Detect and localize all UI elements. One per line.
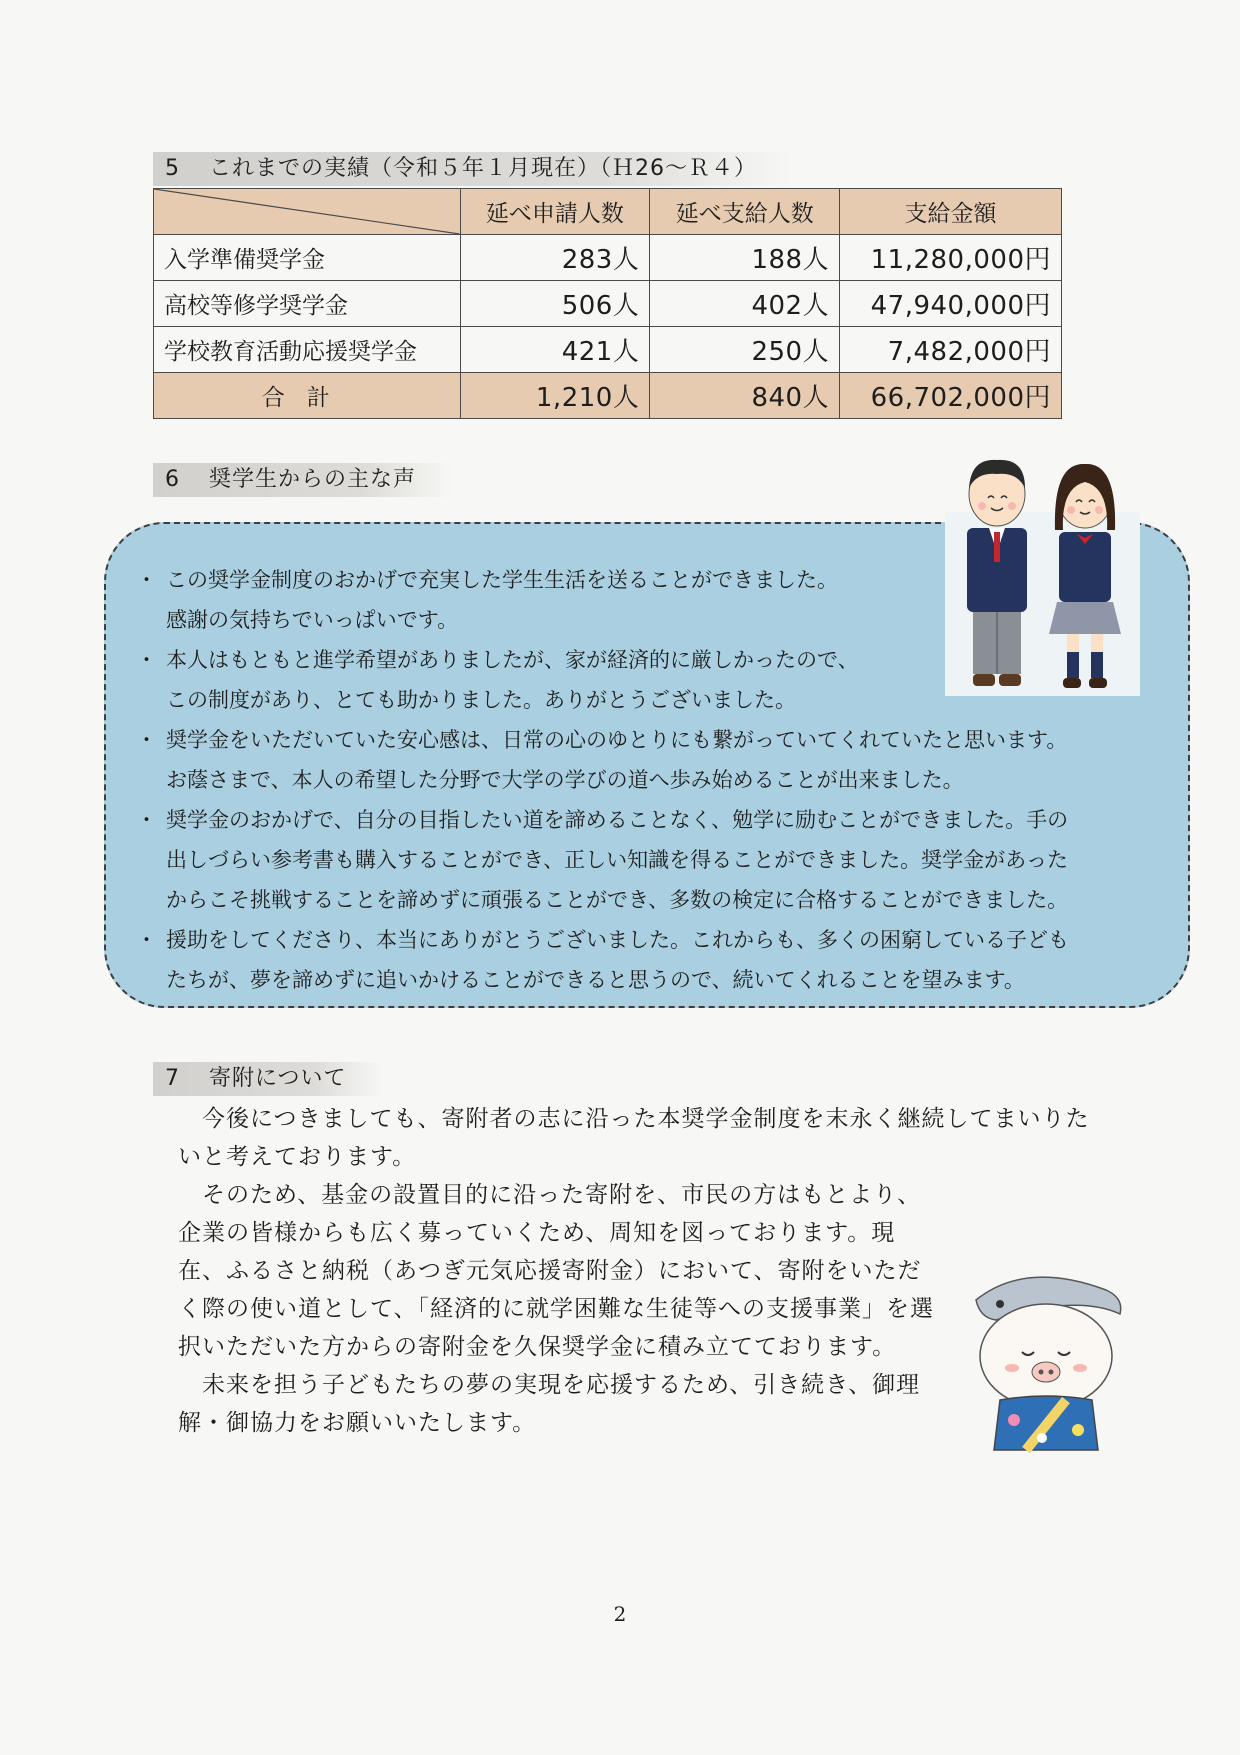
total-row: [154, 373, 1062, 419]
donation-text: [178, 1100, 1090, 1442]
table-row: [154, 281, 1062, 327]
voice-line: ・ 奨学金のおかげで、自分の目指したい道を諦めることなく、勉学に励むことができました。手の: [166, 808, 1069, 832]
voice-line: この制度があり、とても助かりました。ありがとうございました。: [166, 688, 796, 712]
table-header-row: [154, 189, 1062, 235]
page-number: 2: [613, 1602, 627, 1626]
amount-cell: 7,482,000円: [840, 327, 1062, 373]
voice-item: [142, 640, 1152, 720]
amount-cell: 11,280,000円: [840, 235, 1062, 281]
section-6-heading: [153, 463, 453, 497]
donation-paragraph: 未来を担う子どもたちの夢の実現を応援するため、引き続き、御理解・御協力をお願いいたします。: [178, 1372, 921, 1436]
recipients-cell: 250人: [650, 327, 840, 373]
row-label: 学校教育活動応援奨学金: [154, 327, 461, 373]
voice-line: ・ 奨学金をいただいていた安心感は、日常の心のゆとりにも繋がっていてくれていたと思います。: [166, 728, 1068, 752]
total-amount: 66,702,000円: [840, 373, 1062, 419]
voice-line: お蔭さまで、本人の希望した分野で大学の学びの道へ歩み始めることが出来ました。: [166, 768, 964, 792]
section-title: 寄附について: [209, 1066, 347, 1091]
student-voices-list: [142, 560, 1152, 1000]
column-header: 延べ支給人数: [650, 189, 840, 235]
row-label: 高校等修学奨学金: [154, 281, 461, 327]
table-row: [154, 327, 1062, 373]
table-row: [154, 235, 1062, 281]
column-header: 支給金額: [840, 189, 1062, 235]
applicants-cell: 506人: [460, 281, 650, 327]
row-label: 入学準備奨学金: [154, 235, 461, 281]
applicants-cell: 283人: [460, 235, 650, 281]
section-number: 6: [165, 467, 180, 492]
recipients-cell: 188人: [650, 235, 840, 281]
recipients-cell: 402人: [650, 281, 840, 327]
total-recipients: 840人: [650, 373, 840, 419]
results-table: [153, 188, 1062, 419]
amount-cell: 47,940,000円: [840, 281, 1062, 327]
voice-line: 出しづらい参考書も購入することができ、正しい知識を得ることができました。奨学金があった: [166, 848, 1068, 872]
voice-item: [142, 920, 1152, 1000]
voice-line: からこそ挑戦することを諦めずに頑張ることができ、多数の検定に合格することができました。: [166, 888, 1069, 912]
voice-item: [142, 720, 1152, 800]
section-title: 奨学生からの主な声: [209, 467, 417, 492]
applicants-cell: 421人: [460, 327, 650, 373]
donation-paragraph: そのため、基金の設置目的に沿った寄附を、市民の方はもとより、企業の皆様からも広く募っていくため、周知を図っております。現在、ふるさと納税（あつぎ元気応援寄附金）において、寄附をいただく際の使い道として、「経済的に就学困難な生徒等への支援事業」を選択いただいた方からの寄附金を久保奨学金に積み立てております。: [178, 1182, 935, 1360]
voice-line: ・ 援助をしてくださり、本当にありがとうございました。これからも、多くの困窮している子ども: [166, 928, 1069, 952]
section-5-heading: [153, 152, 793, 186]
voice-line: ・ この奨学金制度のおかげで充実した学生生活を送ることができました。: [166, 568, 838, 592]
voice-item: [142, 560, 1152, 640]
voice-item: [142, 800, 1152, 920]
section-title: これまでの実績（令和５年１月現在）（Ｈ26～Ｒ４）: [209, 156, 757, 181]
voice-line: 感謝の気持ちでいっぱいです。: [166, 608, 459, 632]
section-number: 7: [165, 1066, 180, 1091]
donation-paragraph: 今後につきましても、寄附者の志に沿った本奨学金制度を末永く継続してまいりたいと考えております。: [178, 1106, 1090, 1170]
section-number: 5: [165, 156, 180, 181]
total-label: 合計: [154, 373, 461, 419]
section-7-heading: [153, 1062, 383, 1096]
mascot-illustration: [956, 1260, 1136, 1460]
voice-line: たちが、夢を諦めずに追いかけることができると思うので、続いてくれることを望みます。: [166, 968, 1025, 992]
column-header: 延べ申請人数: [460, 189, 650, 235]
total-applicants: 1,210人: [460, 373, 650, 419]
corner-cell: [154, 189, 461, 235]
voice-line: ・ 本人はもともと進学希望がありましたが、家が経済的に厳しかったので、: [166, 648, 859, 672]
